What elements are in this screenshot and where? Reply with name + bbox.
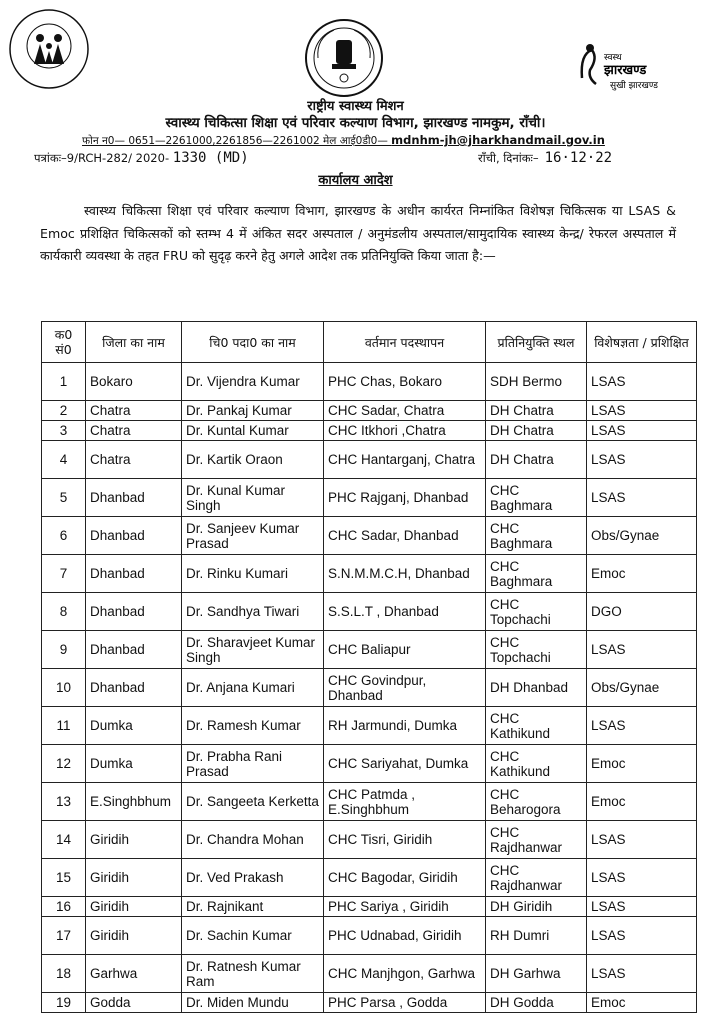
cell-deputation: CHC Baghmara [486,517,587,555]
cell-sn: 18 [42,955,86,993]
cell-deputation: RH Dumri [486,917,587,955]
cell-sn: 17 [42,917,86,955]
cell-sn: 2 [42,401,86,421]
cell-sn: 10 [42,669,86,707]
cell-sn: 7 [42,555,86,593]
cell-sn: 19 [42,993,86,1013]
cell-speciality: DGO [587,593,697,631]
col-header-name: चि0 पदा0 का नाम [182,322,324,363]
cell-sn: 8 [42,593,86,631]
cell-speciality: Obs/Gynae [587,517,697,555]
table-row [42,783,697,821]
cell-name: Dr. Anjana Kumari [182,669,324,707]
cell-district: Bokaro [86,363,182,401]
cell-name: Dr. Chandra Mohan [182,821,324,859]
table-row [42,517,697,555]
cell-district: Dhanbad [86,669,182,707]
cell-name: Dr. Kuntal Kumar [182,421,324,441]
cell-posting: CHC Itkhori ,Chatra [324,421,486,441]
table-row [42,955,697,993]
table-row [42,897,697,917]
cell-name: Dr. Pankaj Kumar [182,401,324,421]
cell-sn: 13 [42,783,86,821]
cell-posting: CHC Tisri, Giridih [324,821,486,859]
cell-deputation: CHC Topchachi [486,631,587,669]
cell-sn: 15 [42,859,86,897]
cell-deputation: CHC Kathikund [486,707,587,745]
cell-sn: 14 [42,821,86,859]
cell-deputation: DH Dhanbad [486,669,587,707]
cell-district: Dhanbad [86,593,182,631]
table-row [42,859,697,897]
cell-speciality: LSAS [587,859,697,897]
cell-sn: 6 [42,517,86,555]
table-row [42,363,697,401]
cell-posting: PHC Chas, Bokaro [324,363,486,401]
cell-district: Giridih [86,821,182,859]
cell-deputation: DH Garhwa [486,955,587,993]
cell-deputation: CHC Kathikund [486,745,587,783]
cell-district: E.Singhbhum [86,783,182,821]
col-header-speciality: विशेषज्ञता / प्रशिक्षित [587,322,697,363]
table-row [42,707,697,745]
deputation-table [41,321,697,1013]
cell-speciality: LSAS [587,955,697,993]
contact-email[interactable]: mdnhm-jh@jharkhandmail.gov.in [391,133,605,147]
cell-district: Giridih [86,859,182,897]
table-row [42,421,697,441]
cell-deputation: DH Chatra [486,441,587,479]
cell-name: Dr. Prabha Rani Prasad [182,745,324,783]
table-header-row [42,322,697,363]
cell-posting: CHC Manjhgon, Garhwa [324,955,486,993]
cell-speciality: Emoc [587,555,697,593]
contact-phone: फोन न0— 0651—2261000,2261856—2261002 मेल आई0डी0— [82,135,392,147]
ref-handwritten: 1330 (MD) [172,150,249,166]
cell-name: Dr. Sachin Kumar [182,917,324,955]
cell-speciality: LSAS [587,821,697,859]
cell-posting: PHC Rajganj, Dhanbad [324,479,486,517]
table-row [42,593,697,631]
cell-sn: 5 [42,479,86,517]
cell-name: Dr. Rajnikant [182,897,324,917]
table-row [42,479,697,517]
cell-district: Garhwa [86,955,182,993]
contact-line [82,133,605,148]
jharkhand-logo [576,40,672,96]
cell-posting: PHC Parsa , Godda [324,993,486,1013]
cell-district: Dhanbad [86,631,182,669]
cell-speciality: LSAS [587,441,697,479]
mission-title: राष्ट्रीय स्वास्थ्य मिशन [307,99,404,114]
svg-text:झारखण्ड: झारखण्ड [604,63,647,78]
cell-name: Dr. Sharavjeet Kumar Singh [182,631,324,669]
cell-deputation: CHC Rajdhanwar [486,859,587,897]
cell-district: Chatra [86,441,182,479]
cell-name: Dr. Kartik Oraon [182,441,324,479]
ref-label: पत्रांकः–9/RCH-282/ 2020- [34,151,170,165]
cell-speciality: LSAS [587,421,697,441]
col-header-deputation: प्रतिनियुक्ति स्थल [486,322,587,363]
cell-deputation: CHC Rajdhanwar [486,821,587,859]
cell-district: Dumka [86,745,182,783]
cell-speciality: LSAS [587,707,697,745]
cell-sn: 11 [42,707,86,745]
order-paragraph [40,200,676,268]
cell-district: Dhanbad [86,517,182,555]
cell-speciality: LSAS [587,479,697,517]
cell-speciality: Obs/Gynae [587,669,697,707]
date-handwritten: 16·12·22 [544,150,613,166]
cell-name: Dr. Sanjeev Kumar Prasad [182,517,324,555]
cell-posting: CHC Hantarganj, Chatra [324,441,486,479]
cell-posting: PHC Udnabad, Giridih [324,917,486,955]
table-row [42,555,697,593]
cell-posting: CHC Govindpur, Dhanbad [324,669,486,707]
cell-district: Giridih [86,917,182,955]
cell-deputation: CHC Baghmara [486,479,587,517]
col-header-posting: वर्तमान पदस्थापन [324,322,486,363]
cell-name: Dr. Rinku Kumari [182,555,324,593]
cell-speciality: LSAS [587,401,697,421]
nhm-logo [8,8,90,90]
cell-posting: PHC Sariya , Giridih [324,897,486,917]
cell-name: Dr. Ramesh Kumar [182,707,324,745]
cell-deputation: CHC Baghmara [486,555,587,593]
cell-name: Dr. Sangeeta Kerketta [182,783,324,821]
cell-deputation: DH Chatra [486,401,587,421]
state-emblem [304,18,384,98]
table-row [42,631,697,669]
table-row [42,669,697,707]
cell-posting: S.S.L.T , Dhanbad [324,593,486,631]
cell-sn: 9 [42,631,86,669]
cell-name: Dr. Kunal Kumar Singh [182,479,324,517]
cell-name: Dr. Ratnesh Kumar Ram [182,955,324,993]
cell-posting: CHC Patmda , E.Singhbhum [324,783,486,821]
letter-date [478,150,612,166]
date-label: राँची, दिनांकः– [478,151,539,165]
table-row [42,917,697,955]
cell-posting: S.N.M.M.C.H, Dhanbad [324,555,486,593]
cell-posting: CHC Baliapur [324,631,486,669]
table-row [42,401,697,421]
cell-sn: 12 [42,745,86,783]
cell-sn: 1 [42,363,86,401]
cell-district: Godda [86,993,182,1013]
svg-text:स्वस्थ: स्वस्थ [604,53,622,63]
cell-deputation: DH Godda [486,993,587,1013]
cell-deputation: CHC Topchachi [486,593,587,631]
cell-deputation: DH Chatra [486,421,587,441]
cell-deputation: SDH Bermo [486,363,587,401]
svg-text:सुखी झारखण्ड: सुखी झारखण्ड [610,81,658,91]
cell-name: Dr. Miden Mundu [182,993,324,1013]
cell-posting: CHC Bagodar, Giridih [324,859,486,897]
cell-posting: CHC Sadar, Dhanbad [324,517,486,555]
cell-sn: 3 [42,421,86,441]
cell-speciality: LSAS [587,897,697,917]
table-row [42,993,697,1013]
cell-name: Dr. Sandhya Tiwari [182,593,324,631]
cell-name: Dr. Ved Prakash [182,859,324,897]
cell-district: Dumka [86,707,182,745]
cell-posting: RH Jarmundi, Dumka [324,707,486,745]
cell-district: Giridih [86,897,182,917]
cell-sn: 4 [42,441,86,479]
office-order-heading: कार्यालय आदेश [318,173,393,188]
cell-posting: CHC Sariyahat, Dumka [324,745,486,783]
cell-district: Dhanbad [86,555,182,593]
cell-speciality: LSAS [587,917,697,955]
cell-speciality: LSAS [587,631,697,669]
col-header-district: जिला का नाम [86,322,182,363]
cell-deputation: CHC Beharogora [486,783,587,821]
table-body [42,363,697,1013]
reference-number [34,150,249,166]
cell-district: Dhanbad [86,479,182,517]
department-name: स्वास्थ्य चिकित्सा शिक्षा एवं परिवार कल्याण विभाग, झारखण्ड नामकुम, राँची। [165,115,546,131]
cell-speciality: LSAS [587,363,697,401]
col-header-sn: क0 सं0 [42,322,86,363]
order-paragraph-text: स्वास्थ्य चिकित्सा शिक्षा एवं परिवार कल्याण विभाग, झारखण्ड के अधीन कार्यरत निम्नांकित विशेषज्ञ चिकित्सक या LSAS & Emoc प्रशिक्षित चिकित्सकों को स्तम्भ 4 में अंकित सदर अस्पताल / अनुमंडलीय अस्पताल/सामुदायिक स्वास्थ्य केन्द्र/ रेफरल अस्पताल में कार्यकारी व्यवस्था के तहत FRU को सुदृढ़ करने हेतु अगले आदेश तक प्रतिनियुक्ति किया जाता है:— [40,203,676,263]
cell-speciality: Emoc [587,993,697,1013]
table-row [42,441,697,479]
cell-posting: CHC Sadar, Chatra [324,401,486,421]
cell-district: Chatra [86,421,182,441]
cell-sn: 16 [42,897,86,917]
cell-speciality: Emoc [587,783,697,821]
table-row [42,821,697,859]
cell-district: Chatra [86,401,182,421]
cell-name: Dr. Vijendra Kumar [182,363,324,401]
cell-speciality: Emoc [587,745,697,783]
cell-deputation: DH Giridih [486,897,587,917]
table-row [42,745,697,783]
